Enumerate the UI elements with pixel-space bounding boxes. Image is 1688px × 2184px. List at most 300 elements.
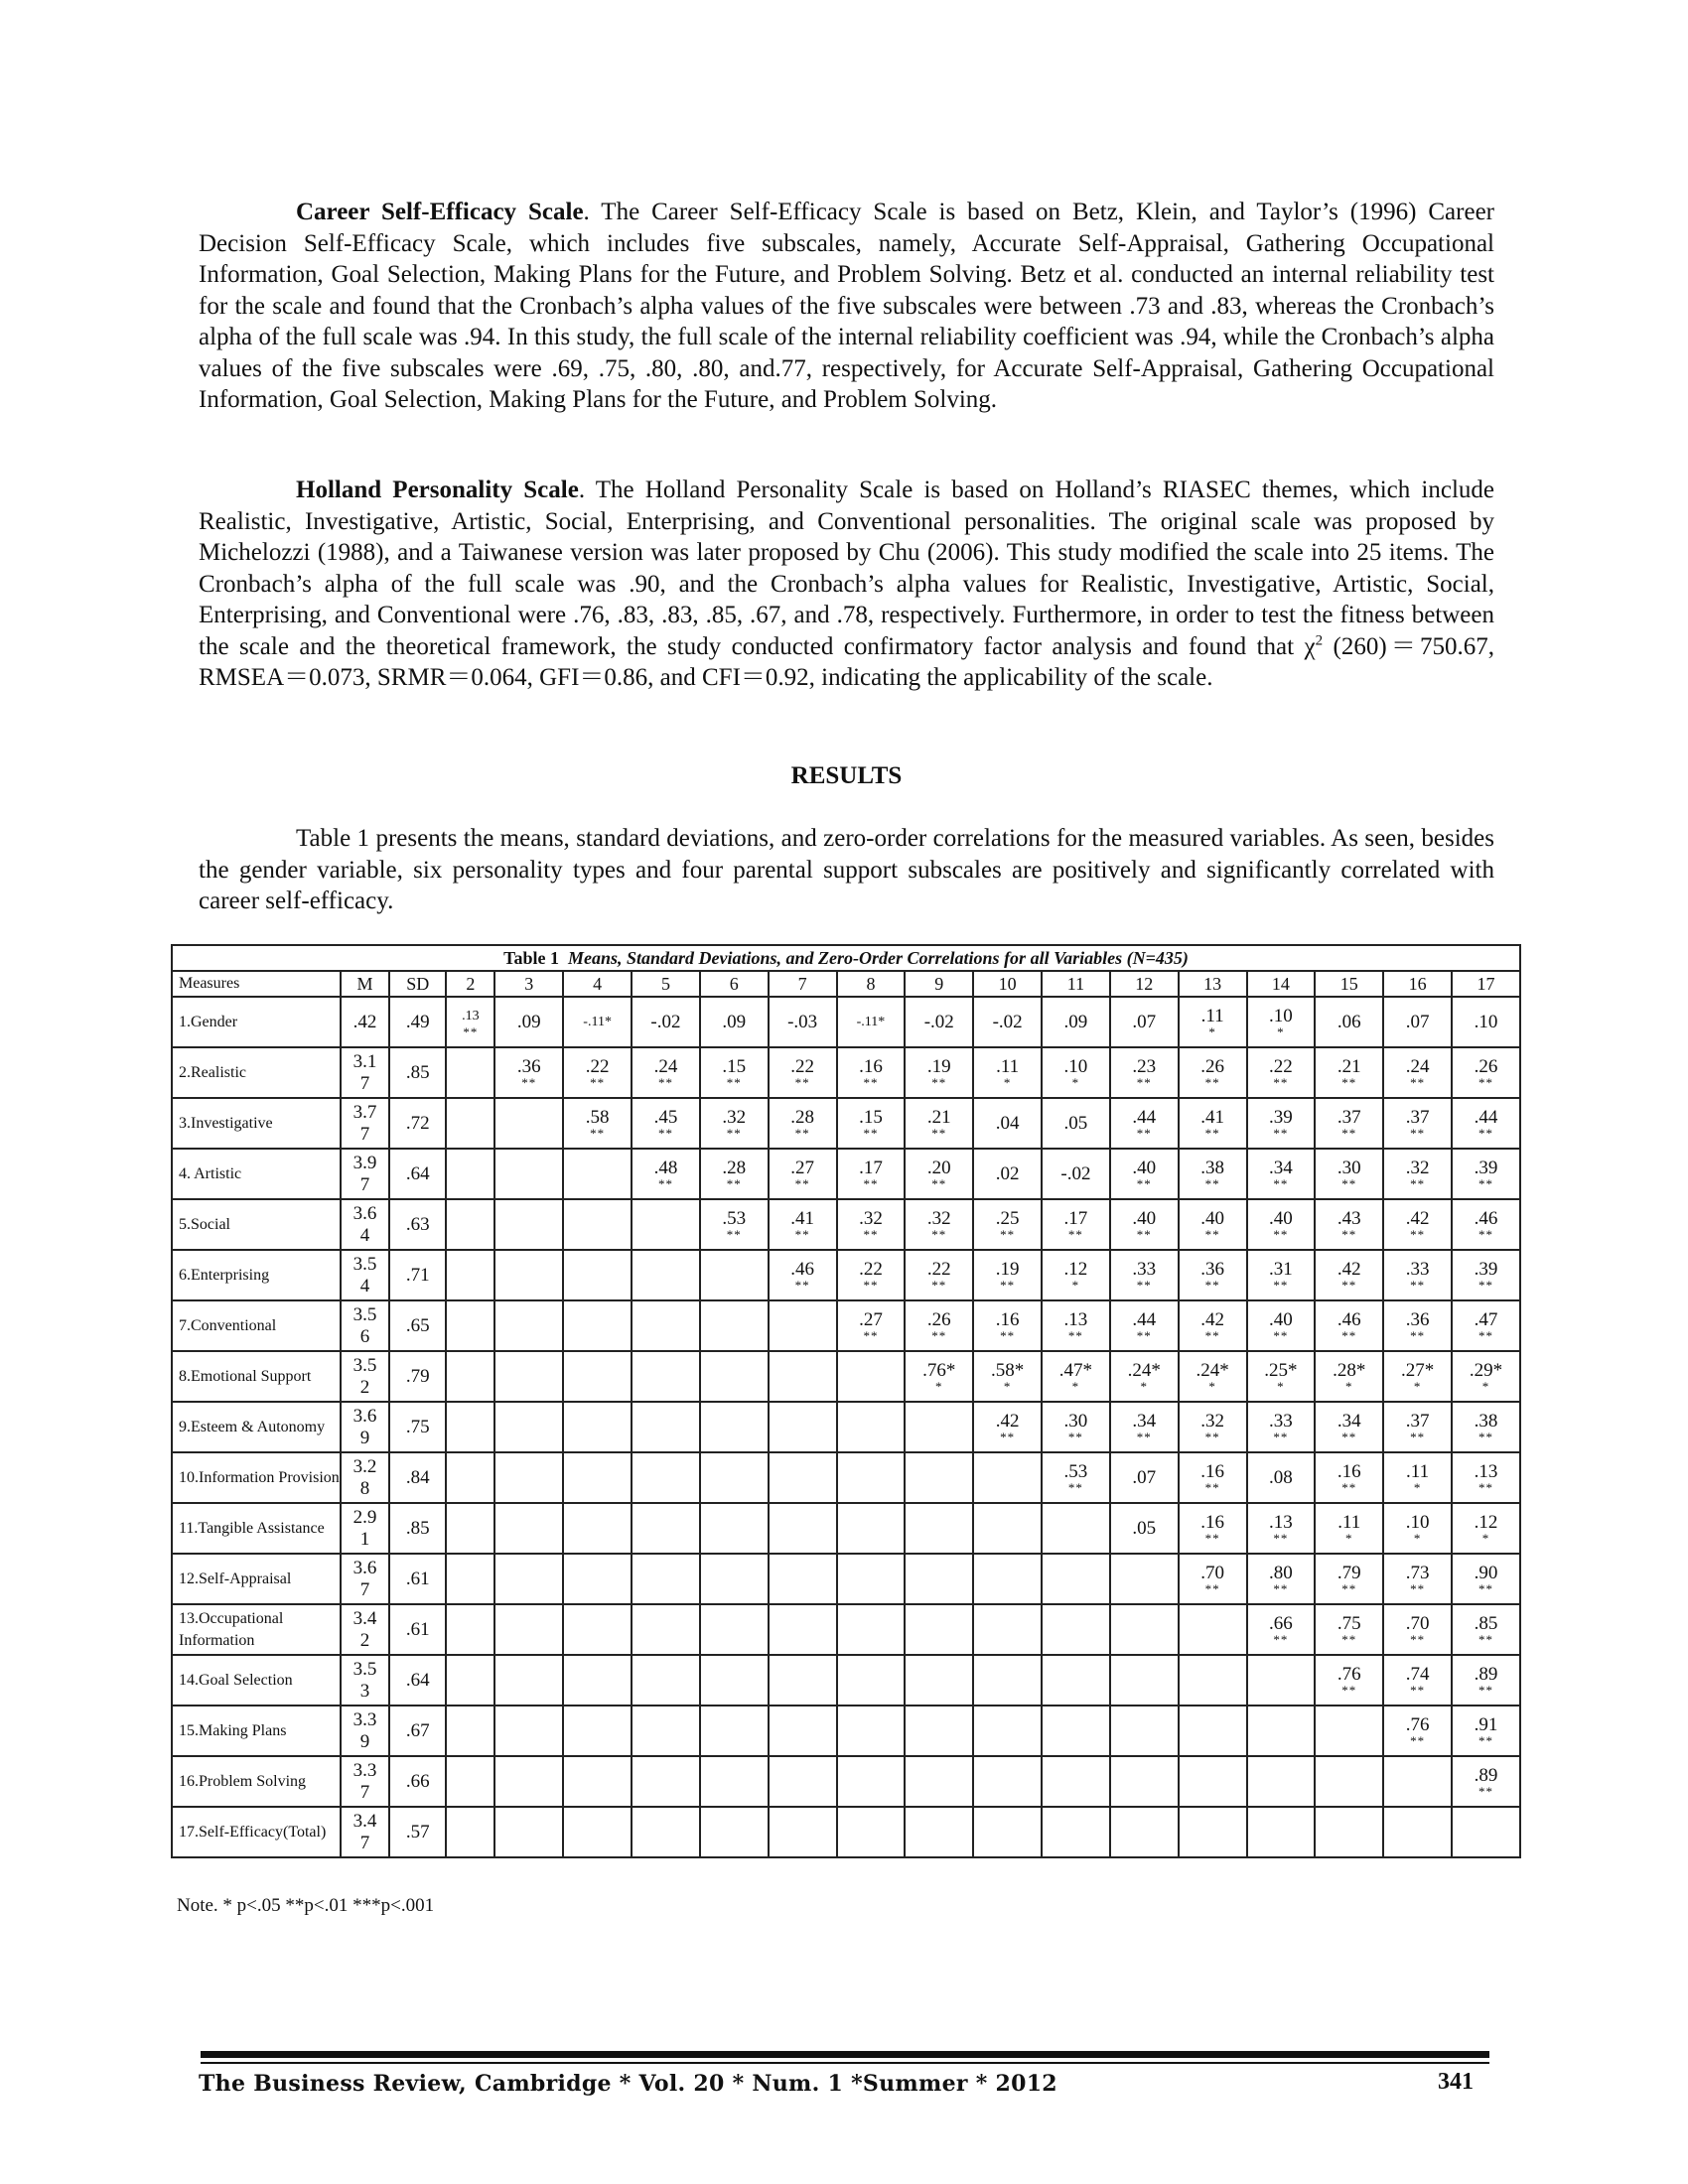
correlation-cell [769,1199,837,1250]
mean-value-top: 3.3 [352,1708,377,1730]
correlation-cell [837,1706,906,1756]
correlation-cell [1452,1098,1520,1149]
correlation-value: .11 [1406,1460,1430,1482]
correlation-value: .42 [995,1410,1020,1432]
correlation-value: .37 [1405,1106,1430,1128]
correlation-value: .46 [1336,1308,1361,1330]
mean-value-bottom: 1 [359,1528,370,1550]
correlation-cell [1042,1655,1110,1706]
correlation-value: .24 [1405,1055,1430,1077]
correlation-value: .44 [1132,1106,1157,1128]
correlation-value: -.02 [992,1011,1023,1032]
significance-stars: ** [1000,1226,1016,1242]
correlation-value: .05 [1132,1517,1157,1539]
correlation-cell [1383,1098,1452,1149]
correlation-cell [1042,1756,1110,1807]
significance-stars: ** [1204,1277,1220,1293]
correlation-cell [1110,1098,1179,1149]
correlation-cell [1179,1047,1247,1098]
correlation-cell [1110,1300,1179,1351]
sd-cell: .85 [389,1503,446,1554]
correlation-cell [905,1655,973,1706]
significance-stars: * [1413,1530,1422,1546]
correlation-cell [700,1452,769,1503]
correlation-cell [563,1250,632,1300]
significance-stars: ** [1341,1631,1357,1647]
correlation-cell [1383,1199,1452,1250]
significance-stars: ** [1410,1277,1426,1293]
correlation-cell [769,1655,837,1706]
correlation-cell [769,1604,837,1655]
column-header: 2 [446,971,494,997]
correlation-cell [905,1706,973,1756]
correlation-value: .12 [1474,1511,1498,1533]
column-header: 10 [973,971,1042,997]
correlation-value: .19 [995,1258,1020,1280]
correlation-cell [1247,1807,1316,1857]
correlation-value: .12 [1063,1258,1088,1280]
correlation-cell [973,1756,1042,1807]
correlation-value: .27 [859,1308,883,1330]
significance-stars: ** [1341,1125,1357,1141]
mean-value-top: 3.5 [352,1354,377,1376]
measure-label: 1.Gender [172,997,341,1047]
correlation-value: .23 [1132,1055,1157,1077]
measure-label: 17.Self-Efficacy(Total) [172,1807,341,1857]
significance-stars: ** [1136,1074,1152,1090]
significance-stars: ** [726,1074,742,1090]
sd-cell: .67 [389,1706,446,1756]
correlation-cell [769,1351,837,1402]
mean-cell [341,1351,389,1402]
correlation-value: .39 [1474,1157,1498,1178]
table-row [172,1300,1520,1351]
significance-stars: ** [1410,1125,1426,1141]
significance-stars: ** [794,1125,810,1141]
correlation-cell [905,1503,973,1554]
significance-stars: ** [1273,1277,1289,1293]
mean-value-bottom: 7 [359,1072,370,1094]
mean-value-bottom: 7 [359,1123,370,1145]
significance-stars: ** [1477,1682,1493,1698]
significance-stars: ** [590,1074,606,1090]
mean-value-bottom: 2 [359,1629,370,1651]
correlation-value: .48 [653,1157,678,1178]
correlation-value: .40 [1200,1207,1224,1229]
correlation-cell [494,1756,563,1807]
correlation-cell [700,1351,769,1402]
correlation-cell [1110,1706,1179,1756]
correlation-value: .08 [1269,1466,1293,1488]
correlation-cell [905,1351,973,1402]
correlation-value: .46 [790,1258,814,1280]
correlation-cell [973,1402,1042,1452]
correlation-cell [1452,1604,1520,1655]
correlation-cell [1315,1807,1383,1857]
measure-label: 2.Realistic [172,1047,341,1098]
correlation-cell [1247,997,1316,1047]
correlation-cell [1315,1655,1383,1706]
correlation-value: .80 [1269,1562,1293,1583]
measure-label: 16.Problem Solving [172,1756,341,1807]
significance-stars: ** [1273,1327,1289,1343]
correlation-value: .34 [1336,1410,1361,1432]
correlation-value: .07 [1405,1011,1430,1032]
significance-stars: ** [1410,1327,1426,1343]
correlation-value: .36 [1405,1308,1430,1330]
correlation-cell [1110,1807,1179,1857]
correlation-cell [1179,1199,1247,1250]
correlation-cell [700,1554,769,1604]
mean-value-bottom: 6 [359,1325,370,1347]
correlation-value: .37 [1405,1410,1430,1432]
correlation-cell [446,1756,494,1807]
correlation-cell [446,1503,494,1554]
significance-stars: ** [1136,1277,1152,1293]
correlation-cell [563,1706,632,1756]
correlation-cell [837,1604,906,1655]
correlation-cell [563,1402,632,1452]
correlation-cell [446,1149,494,1199]
correlation-cell [769,1402,837,1452]
significance-stars: ** [1477,1429,1493,1444]
correlation-cell [632,1554,700,1604]
correlation-cell [973,1655,1042,1706]
correlation-cell [1247,1098,1316,1149]
correlation-value: .16 [995,1308,1020,1330]
correlation-cell [905,997,973,1047]
correlation-cell [1247,1149,1316,1199]
sd-cell: .65 [389,1300,446,1351]
correlation-cell [1315,1250,1383,1300]
correlation-value: .34 [1269,1157,1293,1178]
correlation-cell [1179,1756,1247,1807]
significance-stars: ** [863,1125,879,1141]
significance-stars: ** [794,1277,810,1293]
table-row [172,1250,1520,1300]
correlation-cell [973,1807,1042,1857]
correlation-cell [1110,1554,1179,1604]
correlation-value: .76 [1405,1713,1430,1735]
significance-stars: ** [1477,1479,1493,1495]
correlation-cell [973,1554,1042,1604]
mean-value-top: 3.4 [352,1810,377,1832]
correlation-cell [973,1452,1042,1503]
correlation-cell [1315,1604,1383,1655]
table-note: Note. * p<.05 **p<.01 ***p<.001 [177,1895,435,1916]
correlation-cell [494,997,563,1047]
correlation-value: .46 [1474,1207,1498,1229]
correlation-cell [1315,1554,1383,1604]
correlation-cell [905,1149,973,1199]
correlation-cell [1110,1199,1179,1250]
table-row [172,1655,1520,1706]
significance-stars: ** [1341,1175,1357,1191]
correlation-cell [632,1149,700,1199]
correlation-cell [1247,1604,1316,1655]
correlation-cell [1383,1300,1452,1351]
correlation-cell [837,1300,906,1351]
correlation-cell [1315,1706,1383,1756]
correlation-cell [1452,1554,1520,1604]
correlation-value: .33 [1269,1410,1293,1432]
mean-value-bottom: 4 [359,1224,370,1246]
mean-value-bottom: 7 [359,1578,370,1600]
correlation-cell [563,1756,632,1807]
correlation-value: .21 [1336,1055,1361,1077]
correlation-cell [1315,1047,1383,1098]
significance-stars: * [935,1378,943,1394]
correlation-value: .32 [722,1106,747,1128]
correlation-cell [905,1199,973,1250]
significance-stars: * [1208,1378,1216,1394]
correlation-value: .17 [1063,1207,1088,1229]
table-caption-prefix: Table 1 [503,947,560,968]
mean-cell [341,1199,389,1250]
correlation-value: .02 [995,1162,1020,1184]
correlation-value: .32 [926,1207,951,1229]
correlation-cell [632,1503,700,1554]
significance-stars: ** [1341,1682,1357,1698]
mean-value-top: 3.7 [352,1101,377,1123]
correlation-cell [1452,1149,1520,1199]
significance-stars: ** [1410,1175,1426,1191]
mean-cell [341,997,389,1047]
correlation-cell [1452,1199,1520,1250]
correlation-cell [837,1098,906,1149]
significance-stars: * [1277,1024,1285,1039]
mean-value-top: 3.6 [352,1202,377,1224]
correlation-cell [1383,1655,1452,1706]
mean-value-bottom: 7 [359,1173,370,1195]
significance-stars: ** [794,1175,810,1191]
significance-stars: ** [1410,1074,1426,1090]
correlation-cell [700,1199,769,1250]
correlation-value: .20 [926,1157,951,1178]
mean-cell [341,1756,389,1807]
correlation-cell [837,1655,906,1706]
correlation-value: -.02 [1060,1162,1091,1184]
correlation-value: .32 [1405,1157,1430,1178]
correlation-value: .25* [1264,1359,1298,1381]
mean-value-bottom: 7 [359,1781,370,1803]
paragraph-lead: Career Self-Efficacy Scale [296,199,584,225]
significance-stars: ** [1341,1479,1357,1495]
correlation-cell [494,1402,563,1452]
measure-label: 8.Emotional Support [172,1351,341,1402]
correlation-cell [1042,1706,1110,1756]
correlation-table [171,944,1521,1858]
correlation-cell [446,1655,494,1706]
correlation-value: .09 [722,1011,747,1032]
correlation-cell [1452,1756,1520,1807]
correlation-value: .42 [1405,1207,1430,1229]
correlation-value: .39 [1269,1106,1293,1128]
correlation-cell [1042,1250,1110,1300]
correlation-cell [494,1604,563,1655]
column-header: 5 [632,971,700,997]
correlation-cell [563,1604,632,1655]
correlation-cell [1247,1300,1316,1351]
correlation-cell [494,1807,563,1857]
mean-value-top: 3.9 [352,1152,377,1173]
correlation-cell [446,1300,494,1351]
correlation-value: .24* [1196,1359,1229,1381]
significance-stars: ** [1000,1429,1016,1444]
correlation-cell [1110,1655,1179,1706]
correlation-cell [1452,1706,1520,1756]
measure-label: 15.Making Plans [172,1706,341,1756]
correlation-cell [1179,997,1247,1047]
correlation-cell [1110,1351,1179,1402]
significance-stars: ** [1341,1327,1357,1343]
correlation-value: .91 [1474,1713,1498,1735]
correlation-cell [1247,1554,1316,1604]
correlation-cell [1247,1199,1316,1250]
correlation-cell [1247,1402,1316,1452]
correlation-value: .16 [859,1055,883,1077]
correlation-cell [632,1604,700,1655]
sd-cell: .71 [389,1250,446,1300]
correlation-cell [1452,1452,1520,1503]
column-header: Measures [172,971,341,997]
significance-stars: ** [1204,1530,1220,1546]
correlation-value: .13 [462,1008,480,1024]
measure-label: 5.Social [172,1199,341,1250]
correlation-cell [905,1300,973,1351]
correlation-cell [1383,1807,1452,1857]
table-row [172,997,1520,1047]
correlation-value: .73 [1405,1562,1430,1583]
correlation-value: .40 [1132,1157,1157,1178]
mean-cell [341,1706,389,1756]
correlation-cell [1179,1250,1247,1300]
correlation-value: .13 [1269,1511,1293,1533]
significance-stars: ** [1067,1226,1083,1242]
table-row [172,1554,1520,1604]
significance-stars: ** [1204,1175,1220,1191]
mean-value-top: 3.6 [352,1405,377,1427]
table-row [172,1199,1520,1250]
sd-cell: .63 [389,1199,446,1250]
correlation-cell [1452,1655,1520,1706]
correlation-value: .85 [1474,1612,1498,1634]
correlation-cell [1110,1503,1179,1554]
measure-label: 12.Self-Appraisal [172,1554,341,1604]
correlation-cell [700,1807,769,1857]
column-header: 12 [1110,971,1179,997]
correlation-value: .37 [1336,1106,1361,1128]
correlation-value: .28* [1333,1359,1366,1381]
correlation-cell [769,997,837,1047]
correlation-value: .66 [1269,1612,1293,1634]
correlation-cell [1315,1300,1383,1351]
correlation-value: -.02 [650,1011,681,1032]
correlation-value: .33 [1132,1258,1157,1280]
significance-stars: ** [1410,1429,1426,1444]
correlation-cell [769,1098,837,1149]
correlation-cell [1179,1655,1247,1706]
correlation-value: .11 [996,1055,1020,1077]
significance-stars: ** [1410,1682,1426,1698]
significance-stars: * [1413,1378,1422,1394]
correlation-cell [769,1452,837,1503]
correlation-cell [1452,1351,1520,1402]
correlation-cell [494,1554,563,1604]
correlation-value: .53 [722,1207,747,1229]
significance-stars: ** [1273,1125,1289,1141]
mean-value-top: 3.1 [352,1050,377,1072]
mean-cell [341,1149,389,1199]
significance-stars: ** [1341,1074,1357,1090]
correlation-cell [700,1503,769,1554]
correlation-cell [1452,997,1520,1047]
correlation-cell [632,1047,700,1098]
correlation-cell [1315,1351,1383,1402]
significance-stars: * [1071,1074,1080,1090]
significance-stars: ** [1477,1327,1493,1343]
correlation-cell [1383,1452,1452,1503]
correlation-cell [973,1149,1042,1199]
correlation-cell [1315,997,1383,1047]
correlation-cell [1179,1149,1247,1199]
column-header: 7 [769,971,837,997]
significance-stars: ** [657,1175,673,1191]
correlation-cell [1179,1300,1247,1351]
column-header: 16 [1383,971,1452,997]
correlation-cell [1179,1554,1247,1604]
correlation-cell [1315,1199,1383,1250]
significance-stars: ** [1341,1429,1357,1444]
correlation-cell [446,1706,494,1756]
page-number: 341 [1438,2069,1474,2095]
correlation-value: .47 [1474,1308,1498,1330]
correlation-cell [973,1604,1042,1655]
correlation-value: .45 [653,1106,678,1128]
significance-stars: ** [931,1175,947,1191]
correlation-value: .58 [585,1106,610,1128]
correlation-cell [494,1351,563,1402]
mean-value-top: .42 [352,1011,377,1032]
column-header: 3 [494,971,563,997]
chi-square-superscript: 2 [1315,632,1324,649]
correlation-cell [494,1300,563,1351]
correlation-cell [632,1300,700,1351]
significance-stars: * [1208,1024,1216,1039]
significance-stars: ** [463,1024,479,1039]
correlation-cell [632,1756,700,1807]
correlation-value: .26 [1474,1055,1498,1077]
correlation-cell [1042,997,1110,1047]
correlation-cell [1383,1604,1452,1655]
correlation-cell [973,1250,1042,1300]
significance-stars: ** [726,1125,742,1141]
correlation-value: .21 [926,1106,951,1128]
correlation-cell [1315,1756,1383,1807]
correlation-cell [1383,1706,1452,1756]
significance-stars: ** [1136,1125,1152,1141]
correlation-value: .27* [1400,1359,1435,1381]
correlation-value: .05 [1063,1112,1088,1134]
significance-stars: ** [931,1226,947,1242]
correlation-cell [1179,1604,1247,1655]
significance-stars: * [1344,1530,1353,1546]
correlation-value: .90 [1474,1562,1498,1583]
mean-cell [341,1300,389,1351]
mean-value-top: 3.6 [352,1557,377,1578]
paragraph-text: (260)＝750.67, RMSEA＝0.073, SRMR＝0.064, GFI＝0.86, and CFI＝0.92, indicating the applicability of the scale. [199,632,1494,691]
correlation-cell [837,1452,906,1503]
